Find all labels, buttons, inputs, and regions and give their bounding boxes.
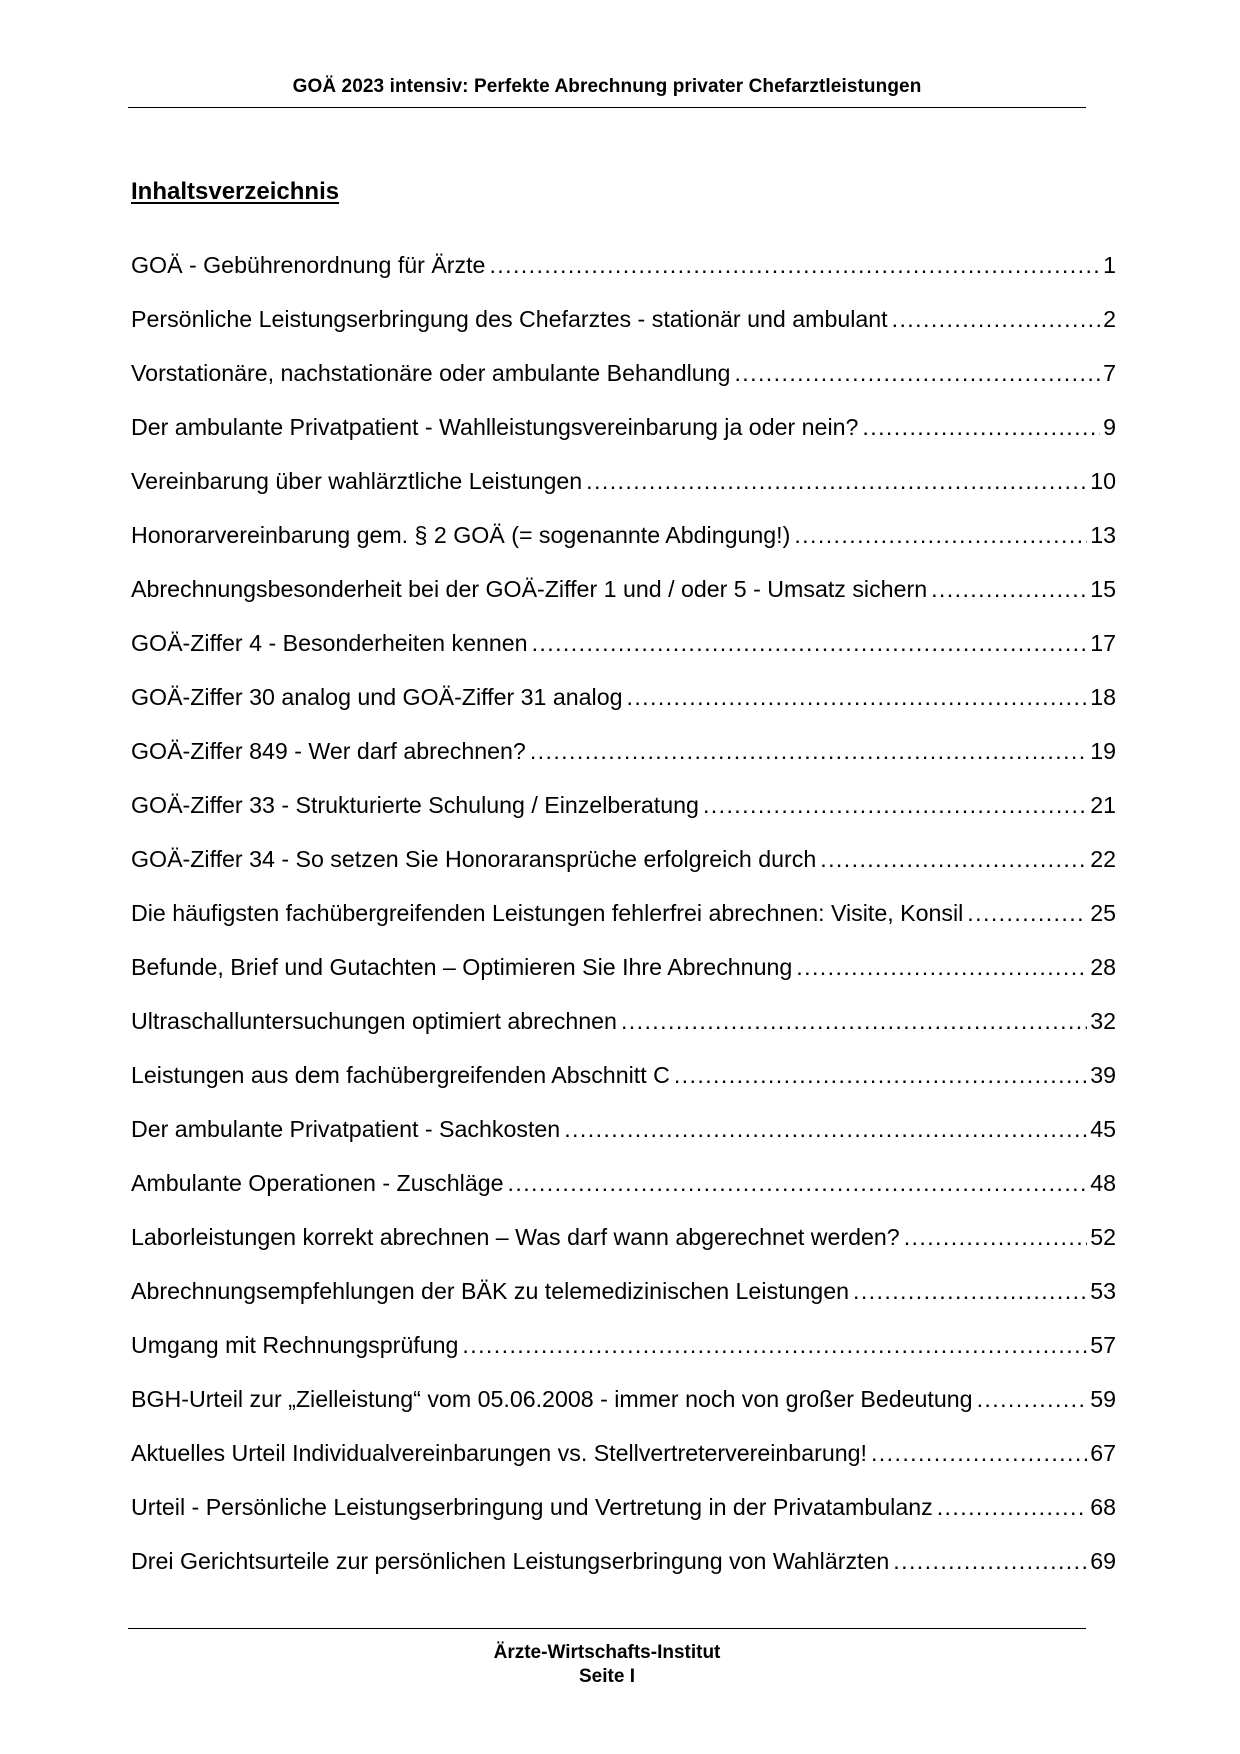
toc-entry-title: Aktuelles Urteil Individualvereinbarungen vs. Stellvertretervereinbarung! <box>131 1440 867 1466</box>
toc-dot-leader <box>967 898 1087 928</box>
toc-entry[interactable] <box>131 1060 1116 1114</box>
toc-entry-title: Ambulante Operationen - Zuschläge <box>131 1170 504 1196</box>
toc-entry-page-number: 48 <box>1090 1170 1116 1196</box>
toc-dot-leader <box>627 682 1088 712</box>
toc-entry-title: GOÄ - Gebührenordnung für Ärzte <box>131 252 486 278</box>
toc-entry-page-number: 52 <box>1090 1224 1116 1250</box>
toc-entry-title: Honorarvereinbarung gem. § 2 GOÄ (= sogenannte Abdingung!) <box>131 522 791 548</box>
toc-entry-page-number: 67 <box>1090 1440 1116 1466</box>
toc-entry-title: Leistungen aus dem fachübergreifenden Abschnitt C <box>131 1062 670 1088</box>
header-divider <box>128 107 1086 108</box>
toc-entry[interactable] <box>131 1276 1116 1330</box>
toc-entry-title: Persönliche Leistungserbringung des Chefarztes - stationär und ambulant <box>131 306 888 332</box>
toc-entry-page-number: 15 <box>1090 576 1116 602</box>
toc-entry-page-number: 10 <box>1090 468 1116 494</box>
footer-page-label: Seite I <box>579 1666 635 1687</box>
toc-dot-leader <box>621 1006 1087 1036</box>
toc-entry-title: Der ambulante Privatpatient - Sachkosten <box>131 1116 561 1142</box>
toc-entry-title: Ultraschalluntersuchungen optimiert abrechnen <box>131 1008 617 1034</box>
toc-entry-title: Vorstationäre, nachstationäre oder ambulante Behandlung <box>131 360 731 386</box>
toc-entry-page-number: 25 <box>1090 900 1116 926</box>
toc-entry-page-number: 28 <box>1090 954 1116 980</box>
toc-entry-page-number: 13 <box>1090 522 1116 548</box>
footer-publisher: Ärzte-Wirtschafts-Institut <box>493 1642 721 1663</box>
toc-dot-leader <box>489 250 1100 280</box>
toc-entry[interactable] <box>131 250 1116 304</box>
toc-entry-page-number: 7 <box>1103 360 1116 386</box>
toc-entry-title: GOÄ-Ziffer 34 - So setzen Sie Honoraransprüche erfolgreich durch <box>131 846 817 872</box>
toc-dot-leader <box>734 358 1100 388</box>
toc-entry-title: Drei Gerichtsurteile zur persönlichen Leistungserbringung von Wahlärzten <box>131 1548 890 1574</box>
toc-entry[interactable] <box>131 790 1116 844</box>
toc-entry-title: Befunde, Brief und Gutachten – Optimieren Sie Ihre Abrechnung <box>131 954 793 980</box>
toc-entry-page-number: 68 <box>1090 1494 1116 1520</box>
toc-dot-leader <box>508 1168 1088 1198</box>
toc-entry[interactable] <box>131 1546 1116 1600</box>
toc-entry[interactable] <box>131 466 1116 520</box>
toc-entry-title: GOÄ-Ziffer 849 - Wer darf abrechnen? <box>131 738 526 764</box>
toc-entry[interactable] <box>131 574 1116 628</box>
toc-entry-title: Abrechnungsempfehlungen der BÄK zu telemedizinischen Leistungen <box>131 1278 849 1304</box>
toc-entry[interactable] <box>131 1222 1116 1276</box>
toc-entry[interactable] <box>131 898 1116 952</box>
toc-dot-leader <box>532 628 1088 658</box>
toc-dot-leader <box>530 736 1087 766</box>
toc-entry-title: Umgang mit Rechnungsprüfung <box>131 1332 459 1358</box>
toc-entry-title: GOÄ-Ziffer 33 - Strukturierte Schulung / Einzelberatung <box>131 792 699 818</box>
toc-entry[interactable] <box>131 520 1116 574</box>
footer-divider <box>128 1628 1086 1629</box>
toc-entry[interactable] <box>131 1384 1116 1438</box>
toc-entry-page-number: 19 <box>1090 738 1116 764</box>
toc-entry-page-number: 17 <box>1090 630 1116 656</box>
toc-entry[interactable] <box>131 682 1116 736</box>
toc-entry[interactable] <box>131 1168 1116 1222</box>
table-of-contents <box>131 250 1116 1600</box>
toc-entry-page-number: 1 <box>1103 252 1116 278</box>
toc-dot-leader <box>462 1330 1087 1360</box>
toc-dot-leader <box>794 520 1087 550</box>
toc-entry[interactable] <box>131 1006 1116 1060</box>
toc-entry-title: GOÄ-Ziffer 30 analog und GOÄ-Ziffer 31 analog <box>131 684 623 710</box>
toc-dot-leader <box>977 1384 1088 1414</box>
toc-dot-leader <box>892 304 1100 334</box>
toc-entry-page-number: 18 <box>1090 684 1116 710</box>
toc-entry[interactable] <box>131 412 1116 466</box>
toc-entry-page-number: 53 <box>1090 1278 1116 1304</box>
toc-dot-leader <box>853 1276 1087 1306</box>
toc-entry[interactable] <box>131 304 1116 358</box>
toc-entry-page-number: 39 <box>1090 1062 1116 1088</box>
toc-entry-page-number: 59 <box>1090 1386 1116 1412</box>
toc-entry-title: Abrechnungsbesonderheit bei der GOÄ-Ziffer 1 und / oder 5 - Umsatz sichern <box>131 576 928 602</box>
toc-entry[interactable] <box>131 1492 1116 1546</box>
toc-entry-title: Urteil - Persönliche Leistungserbringung und Vertretung in der Privatambulanz <box>131 1494 933 1520</box>
toc-entry-page-number: 45 <box>1090 1116 1116 1142</box>
toc-entry[interactable] <box>131 1114 1116 1168</box>
toc-dot-leader <box>564 1114 1087 1144</box>
toc-entry-title: Laborleistungen korrekt abrechnen – Was darf wann abgerechnet werden? <box>131 1224 900 1250</box>
toc-entry-page-number: 22 <box>1090 846 1116 872</box>
page-footer <box>128 1641 1086 1689</box>
toc-entry-page-number: 32 <box>1090 1008 1116 1034</box>
toc-dot-leader <box>871 1438 1087 1468</box>
toc-dot-leader <box>674 1060 1087 1090</box>
toc-entry-title: Der ambulante Privatpatient - Wahlleistungsvereinbarung ja oder nein? <box>131 414 859 440</box>
toc-dot-leader <box>796 952 1087 982</box>
toc-entry[interactable] <box>131 358 1116 412</box>
toc-entry-page-number: 57 <box>1090 1332 1116 1358</box>
toc-entry-title: Vereinbarung über wahlärztliche Leistungen <box>131 468 583 494</box>
toc-entry[interactable] <box>131 844 1116 898</box>
toc-dot-leader <box>931 574 1087 604</box>
toc-entry-page-number: 2 <box>1103 306 1116 332</box>
toc-entry-title: GOÄ-Ziffer 4 - Besonderheiten kennen <box>131 630 528 656</box>
toc-dot-leader <box>820 844 1087 874</box>
toc-dot-leader <box>586 466 1087 496</box>
toc-dot-leader <box>937 1492 1088 1522</box>
toc-dot-leader <box>862 412 1100 442</box>
toc-entry[interactable] <box>131 628 1116 682</box>
toc-entry[interactable] <box>131 1438 1116 1492</box>
toc-entry[interactable] <box>131 952 1116 1006</box>
toc-dot-leader <box>893 1546 1087 1576</box>
toc-dot-leader <box>904 1222 1088 1252</box>
toc-entry-page-number: 21 <box>1090 792 1116 818</box>
toc-entry-page-number: 69 <box>1090 1548 1116 1574</box>
toc-entry-page-number: 9 <box>1103 414 1116 440</box>
running-header: GOÄ 2023 intensiv: Perfekte Abrechnung privater Chefarztleistungen <box>292 76 922 97</box>
toc-entry-title: Die häufigsten fachübergreifenden Leistungen fehlerfrei abrechnen: Visite, Konsil <box>131 900 964 926</box>
toc-entry[interactable] <box>131 736 1116 790</box>
toc-dot-leader <box>703 790 1087 820</box>
toc-entry[interactable] <box>131 1330 1116 1384</box>
toc-entry-title: BGH-Urteil zur „Zielleistung“ vom 05.06.2008 - immer noch von großer Bedeutung <box>131 1386 973 1412</box>
toc-heading: Inhaltsverzeichnis <box>131 178 340 205</box>
